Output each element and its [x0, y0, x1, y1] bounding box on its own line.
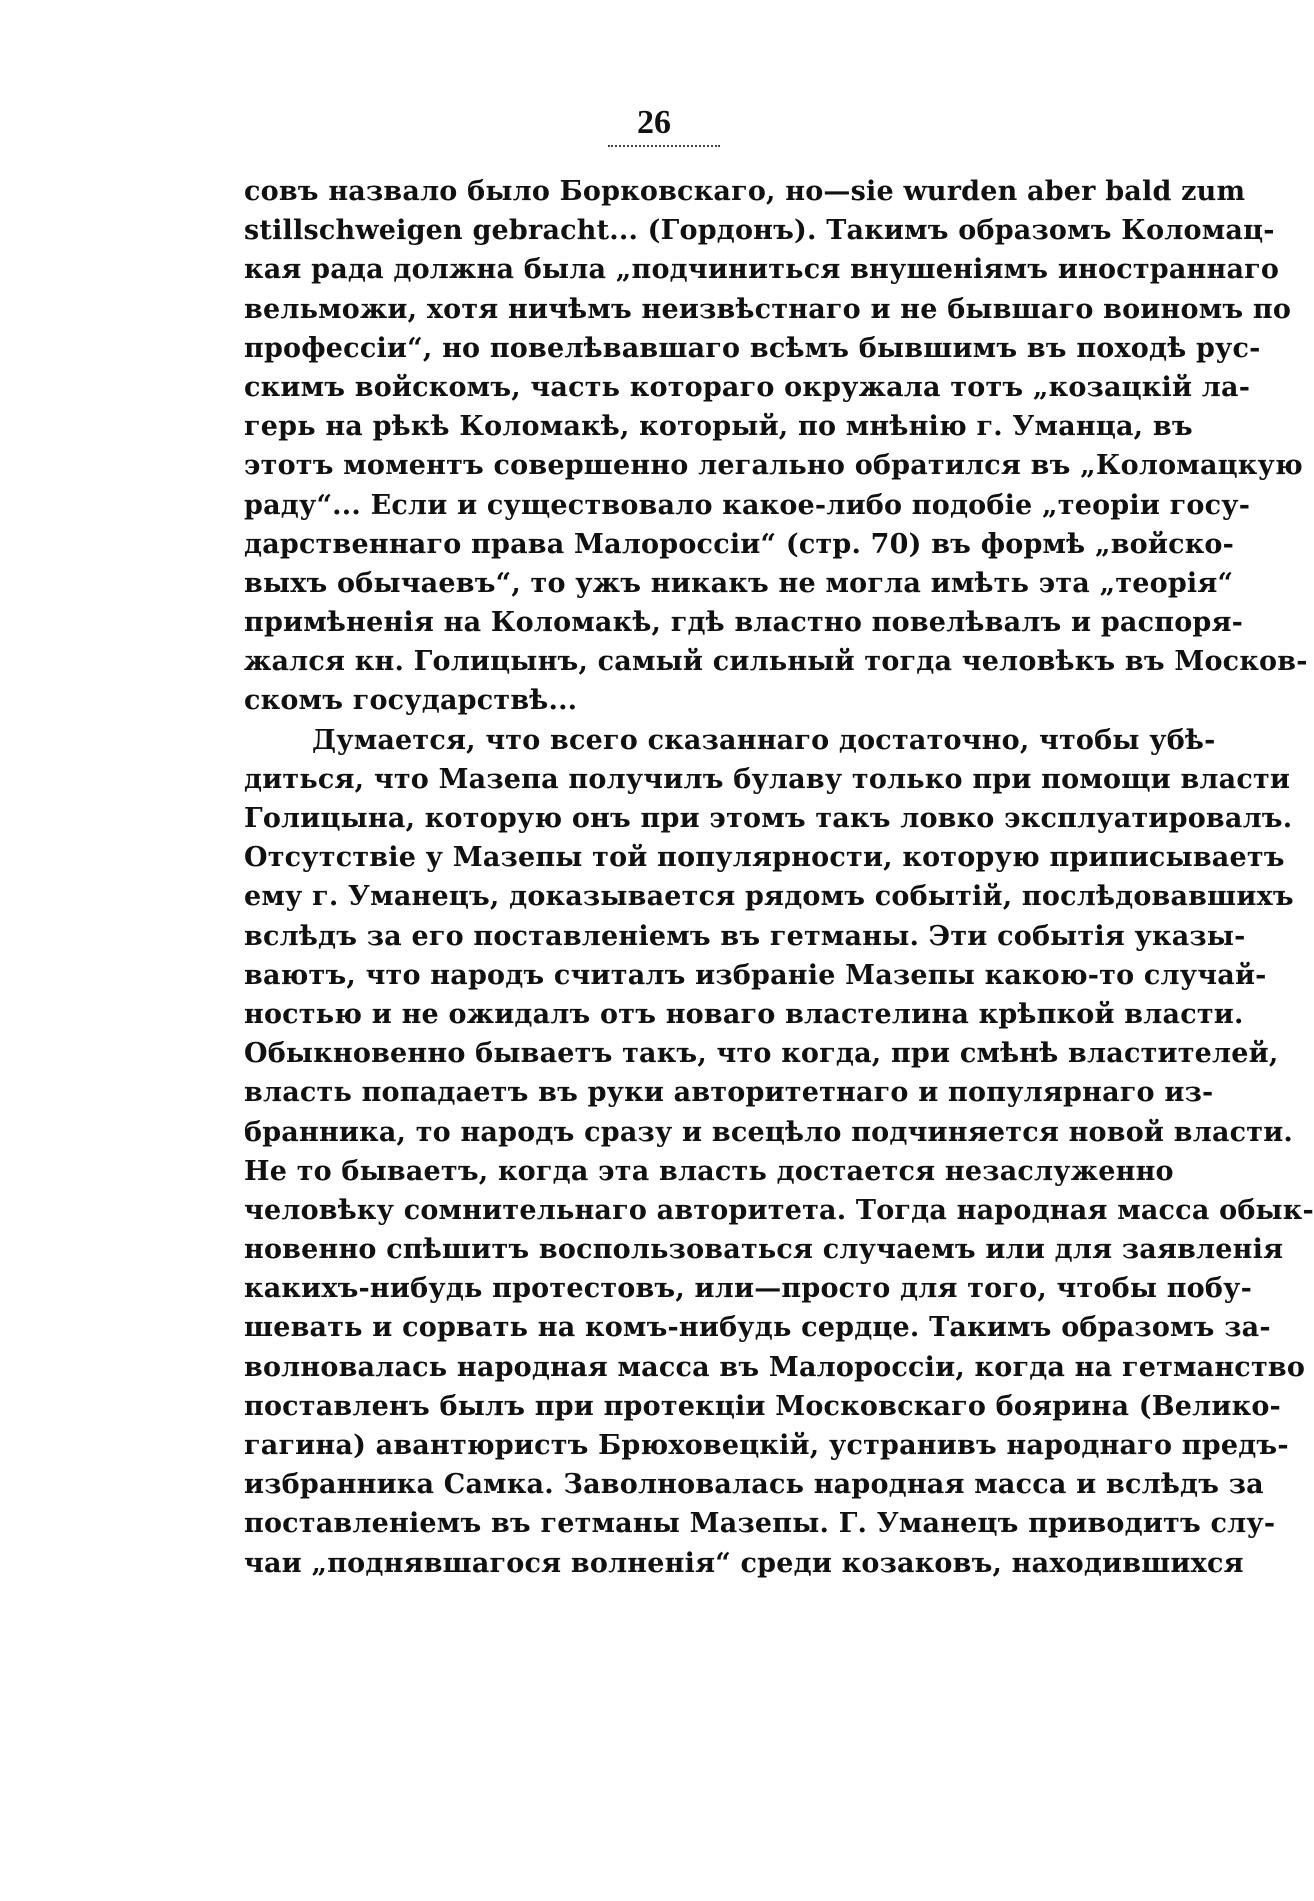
text-line: власть попадаетъ въ руки авторитетнаго и популярнаго из-	[244, 1077, 1214, 1109]
text-line: раду“... Если и существовало какое-либо подобіе „теоріи госу-	[244, 489, 1251, 521]
text-line: вслѣдъ за его поставленіемъ въ гетманы. Эти событія указы-	[244, 920, 1246, 952]
text-line: чаи „поднявшагося волненія“ среди козаковъ, находившихся	[244, 1547, 1244, 1579]
text-line: шевать и сорвать на комъ-нибудь сердце. Такимъ образомъ за-	[244, 1312, 1271, 1344]
text-line: вельможи, хотя ничѣмъ неизвѣстнаго и не бывшаго воиномъ по	[244, 293, 1292, 325]
text-line: Отсутствіе у Мазепы той популярности, которую приписываетъ	[244, 842, 1285, 874]
text-line: поставленіемъ въ гетманы Мазепы. Г. Уманецъ приводитъ слу-	[244, 1508, 1276, 1540]
text-line: дарственнаго права Малороссіи“ (стр. 70) въ формѣ „войско-	[244, 528, 1235, 560]
text-line: Не то бываетъ, когда эта власть достается незаслуженно	[244, 1155, 1174, 1187]
text-line: профессіи“, но повелѣвавшаго всѣмъ бывшимъ въ походѣ рус-	[244, 332, 1261, 364]
text-line: Голицына, которую онъ при этомъ такъ ловко эксплуатировалъ.	[244, 803, 1293, 834]
text-line: скимъ войскомъ, часть котораго окружала тотъ „козацкій ла-	[244, 371, 1251, 403]
text-line: кая рада должна была „подчиниться внушеніямъ иностраннаго	[244, 254, 1280, 286]
text-line: stillschweigen gebracht... (Гордонъ). Такимъ образомъ Коломац-	[244, 215, 1275, 247]
text-line: примѣненія на Коломакѣ, гдѣ властно повелѣвалъ и распоря-	[244, 607, 1244, 639]
text-line: какихъ-нибудь протестовъ, или—просто для того, чтобы побу-	[244, 1273, 1252, 1305]
body-text	[244, 172, 1314, 1583]
page-number-rule	[608, 145, 720, 147]
page-number-container	[604, 104, 704, 142]
text-line: ностью и не ожидалъ отъ новаго властелина крѣпкой власти.	[244, 998, 1244, 1030]
text-line: диться, что Мазепа получилъ булаву только при помощи власти	[244, 763, 1291, 795]
text-line: скомъ государствѣ...	[244, 685, 578, 717]
text-line: Думается, что всего сказаннаго достаточно, чтобы убѣ-	[312, 724, 1216, 756]
page-number: 26	[637, 104, 671, 141]
text-line: выхъ обычаевъ“, то ужъ никакъ не могла имѣть эта „теорія“	[244, 567, 1234, 599]
text-line: совъ назвало было Борковскаго, но—sie wurden aber bald zum	[244, 176, 1246, 207]
paragraph-2	[244, 721, 1314, 1583]
text-line: жался кн. Голицынъ, самый сильный тогда человѣкъ въ Москов-	[244, 646, 1308, 678]
text-line: Обыкновенно бываетъ такъ, что когда, при смѣнѣ властителей,	[244, 1038, 1279, 1070]
text-line: поставленъ былъ при протекціи Московскаго боярина (Велико-	[244, 1390, 1281, 1422]
text-line: гагина) авантюристъ Брюховецкій, устранивъ народнаго предъ-	[244, 1430, 1289, 1461]
text-line: бранника, то народъ сразу и всецѣло подчиняется новой власти.	[244, 1116, 1294, 1148]
text-line: человѣку сомнительнаго авторитета. Тогда народная масса обык-	[244, 1194, 1314, 1226]
text-line: этотъ моментъ совершенно легально обратился въ „Коломацкую	[244, 450, 1303, 482]
text-line: новенно спѣшитъ воспользоваться случаемъ или для заявленія	[244, 1234, 1284, 1266]
text-line: волновалась народная масса въ Малороссіи, когда на гетманство	[244, 1351, 1306, 1383]
text-line: избранника Самка. Заволновалась народная масса и вслѣдъ за	[244, 1469, 1264, 1501]
text-line: герь на рѣкѣ Коломакѣ, который, по мнѣнію г. Уманца, въ	[244, 411, 1193, 443]
paragraph-1	[244, 172, 1308, 721]
text-line: ему г. Уманецъ, доказывается рядомъ событій, послѣдовавшихъ	[244, 881, 1294, 913]
text-line: ваютъ, что народъ считалъ избраніе Мазепы какою-то случай-	[244, 959, 1267, 991]
